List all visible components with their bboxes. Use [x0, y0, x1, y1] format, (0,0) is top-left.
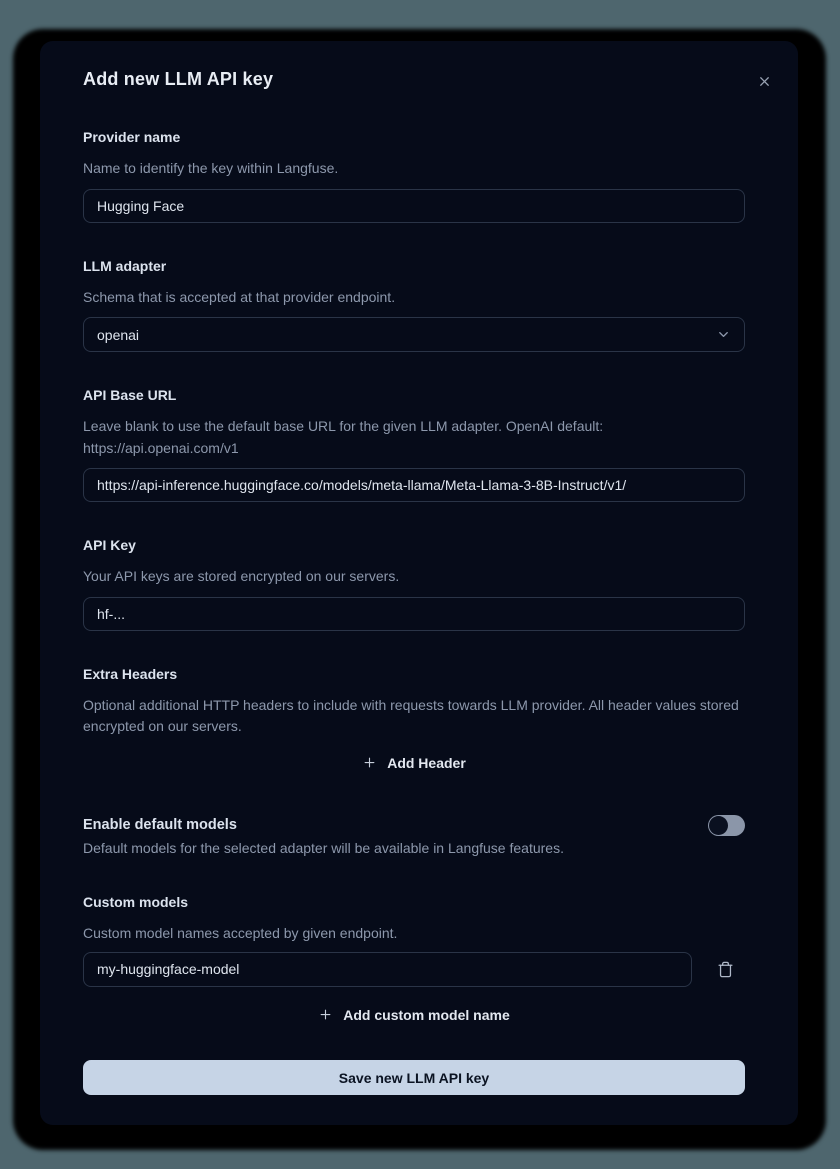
chevron-down-icon: [716, 327, 731, 342]
custom-models-label: Custom models: [83, 894, 189, 910]
add-llm-api-key-dialog: [40, 41, 798, 1125]
llm-adapter-field: [83, 256, 745, 353]
close-icon: [757, 74, 772, 89]
llm-adapter-select[interactable]: [83, 317, 745, 352]
provider-name-field: [83, 127, 745, 223]
enable-default-models-section: [83, 815, 745, 858]
extra-headers-description: Optional additional HTTP headers to include with requests towards LLM provider. All header values stored encrypted on our servers.: [83, 696, 739, 734]
enable-default-models-label: Enable default models: [83, 817, 237, 833]
api-key-input[interactable]: [83, 597, 745, 631]
toggle-knob: [709, 816, 728, 835]
api-base-url-description: Leave blank to use the default base URL for the given LLM adapter. OpenAI default: https://api.openai.com/v1: [83, 418, 604, 456]
add-custom-model-button[interactable]: [314, 1005, 513, 1025]
extra-headers-label: Extra Headers: [83, 665, 178, 682]
extra-headers-field: [83, 664, 745, 776]
add-header-row: [83, 753, 745, 776]
add-header-button[interactable]: [358, 753, 470, 773]
provider-name-description: Name to identify the key within Langfuse.: [83, 160, 339, 176]
provider-name-input[interactable]: [83, 189, 745, 223]
delete-custom-model-button[interactable]: [717, 960, 734, 979]
custom-models-description: Custom model names accepted by given endpoint.: [83, 925, 398, 941]
plus-icon: [362, 755, 377, 770]
dialog-title: Add new LLM API key: [83, 69, 274, 89]
api-base-url-label: API Base URL: [83, 387, 177, 403]
enable-default-models-toggle[interactable]: [708, 815, 745, 836]
close-button[interactable]: [754, 71, 774, 91]
custom-model-input[interactable]: [83, 952, 692, 987]
custom-model-row: [83, 952, 745, 987]
add-custom-model-button-label: Add custom model name: [343, 1006, 510, 1023]
provider-name-label: Provider name: [83, 129, 181, 145]
api-key-field: [83, 535, 745, 631]
llm-adapter-description: Schema that is accepted at that provider endpoint.: [83, 288, 396, 305]
save-new-llm-api-key-button[interactable]: Save new LLM API key: [83, 1060, 745, 1095]
llm-adapter-label: LLM adapter: [83, 257, 167, 274]
enable-default-models-texts: [83, 815, 708, 858]
add-custom-model-row: [83, 1005, 745, 1028]
add-header-button-label: Add Header: [387, 754, 466, 771]
custom-models-field: [83, 892, 745, 1027]
plus-icon: [318, 1007, 333, 1022]
api-key-label: API Key: [83, 537, 136, 553]
api-key-description: Your API keys are stored encrypted on our servers.: [83, 568, 400, 584]
llm-adapter-selected-value: openai: [97, 326, 140, 343]
trash-icon: [717, 960, 734, 979]
api-base-url-field: [83, 385, 745, 502]
api-base-url-input[interactable]: [83, 468, 745, 502]
enable-default-models-description: Default models for the selected adapter will be available in Langfuse features.: [83, 840, 564, 856]
